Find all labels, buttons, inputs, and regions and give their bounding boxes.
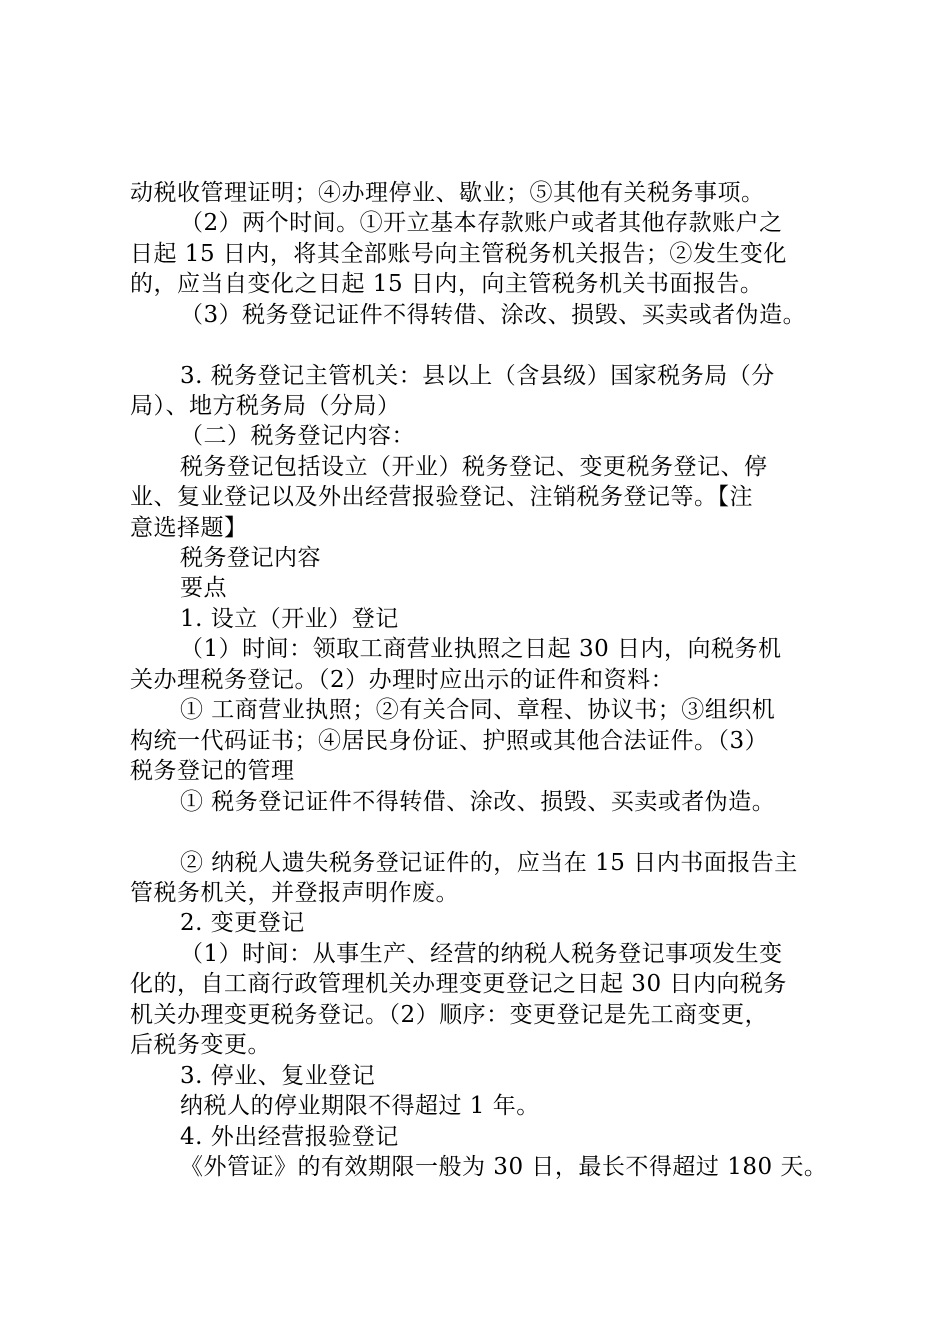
text-line: 化的，自工商行政管理机关办理变更登记之日起 30 日内向税务 xyxy=(130,971,787,997)
text-line: ① 税务登记证件不得转借、涂改、损毁、买卖或者伪造。 xyxy=(180,789,776,815)
text-line: ② 纳税人遗失税务登记证件的，应当在 15 日内书面报告主 xyxy=(180,850,798,876)
text-line: 的，应当自变化之日起 15 日内，向主管税务机关书面报告。 xyxy=(130,271,764,297)
section-heading: 1. 设立（开业）登记 xyxy=(180,606,399,632)
text-line: ① 工商营业执照；②有关合同、章程、协议书；③组织机 xyxy=(180,697,776,723)
section-heading: （二）税务登记内容： xyxy=(180,423,415,449)
text-line: 关办理税务登记。（2）办理时应出示的证件和资料： xyxy=(130,667,675,693)
text-line: 构统一代码证书；④居民身份证、护照或其他合法证件。（3） xyxy=(130,728,769,754)
text-line: （3）税务登记证件不得转借、涂改、损毁、买卖或者伪造。 xyxy=(180,302,807,328)
text-line: 机关办理变更税务登记。（2）顺序：变更登记是先工商变更， xyxy=(130,1002,769,1028)
text-line: 《外管证》的有效期限一般为 30 日，最长不得超过 180 天。 xyxy=(180,1154,828,1180)
text-line: （2）两个时间。①开立基本存款账户或者其他存款账户之 xyxy=(180,210,783,236)
text-line: 纳税人的停业期限不得超过 1 年。 xyxy=(180,1093,540,1119)
text-line: 3. 税务登记主管机关：县以上（含县级）国家税务局（分 xyxy=(180,363,775,389)
text-line: 意选择题】 xyxy=(130,515,248,541)
text-line: 动税收管理证明；④办理停业、歇业；⑤其他有关税务事项。 xyxy=(130,180,765,206)
text-line: 后税务变更。 xyxy=(130,1032,271,1058)
text-line: （1）时间：领取工商营业执照之日起 30 日内，向税务机 xyxy=(180,636,782,662)
text-line: 税务登记内容 xyxy=(180,545,321,571)
text-line: 管税务机关，并登报声明作废。 xyxy=(130,880,459,906)
text-line: 日起 15 日内，将其全部账号向主管税务机关报告；②发生变化 xyxy=(130,241,787,267)
section-heading: 4. 外出经营报验登记 xyxy=(180,1124,399,1150)
text-line: 业、复业登记以及外出经营报验登记、注销税务登记等。【注 xyxy=(130,484,753,510)
section-heading: 2. 变更登记 xyxy=(180,910,305,936)
text-line: 要点 xyxy=(180,575,227,601)
text-line: 税务登记的管理 xyxy=(130,758,295,784)
section-heading: 3. 停业、复业登记 xyxy=(180,1063,376,1089)
text-line: 局）、地方税务局（分局） xyxy=(130,393,401,419)
text-line: 税务登记包括设立（开业）税务登记、变更税务登记、停 xyxy=(180,454,768,480)
text-line: （1）时间：从事生产、经营的纳税人税务登记事项发生变 xyxy=(180,941,783,967)
